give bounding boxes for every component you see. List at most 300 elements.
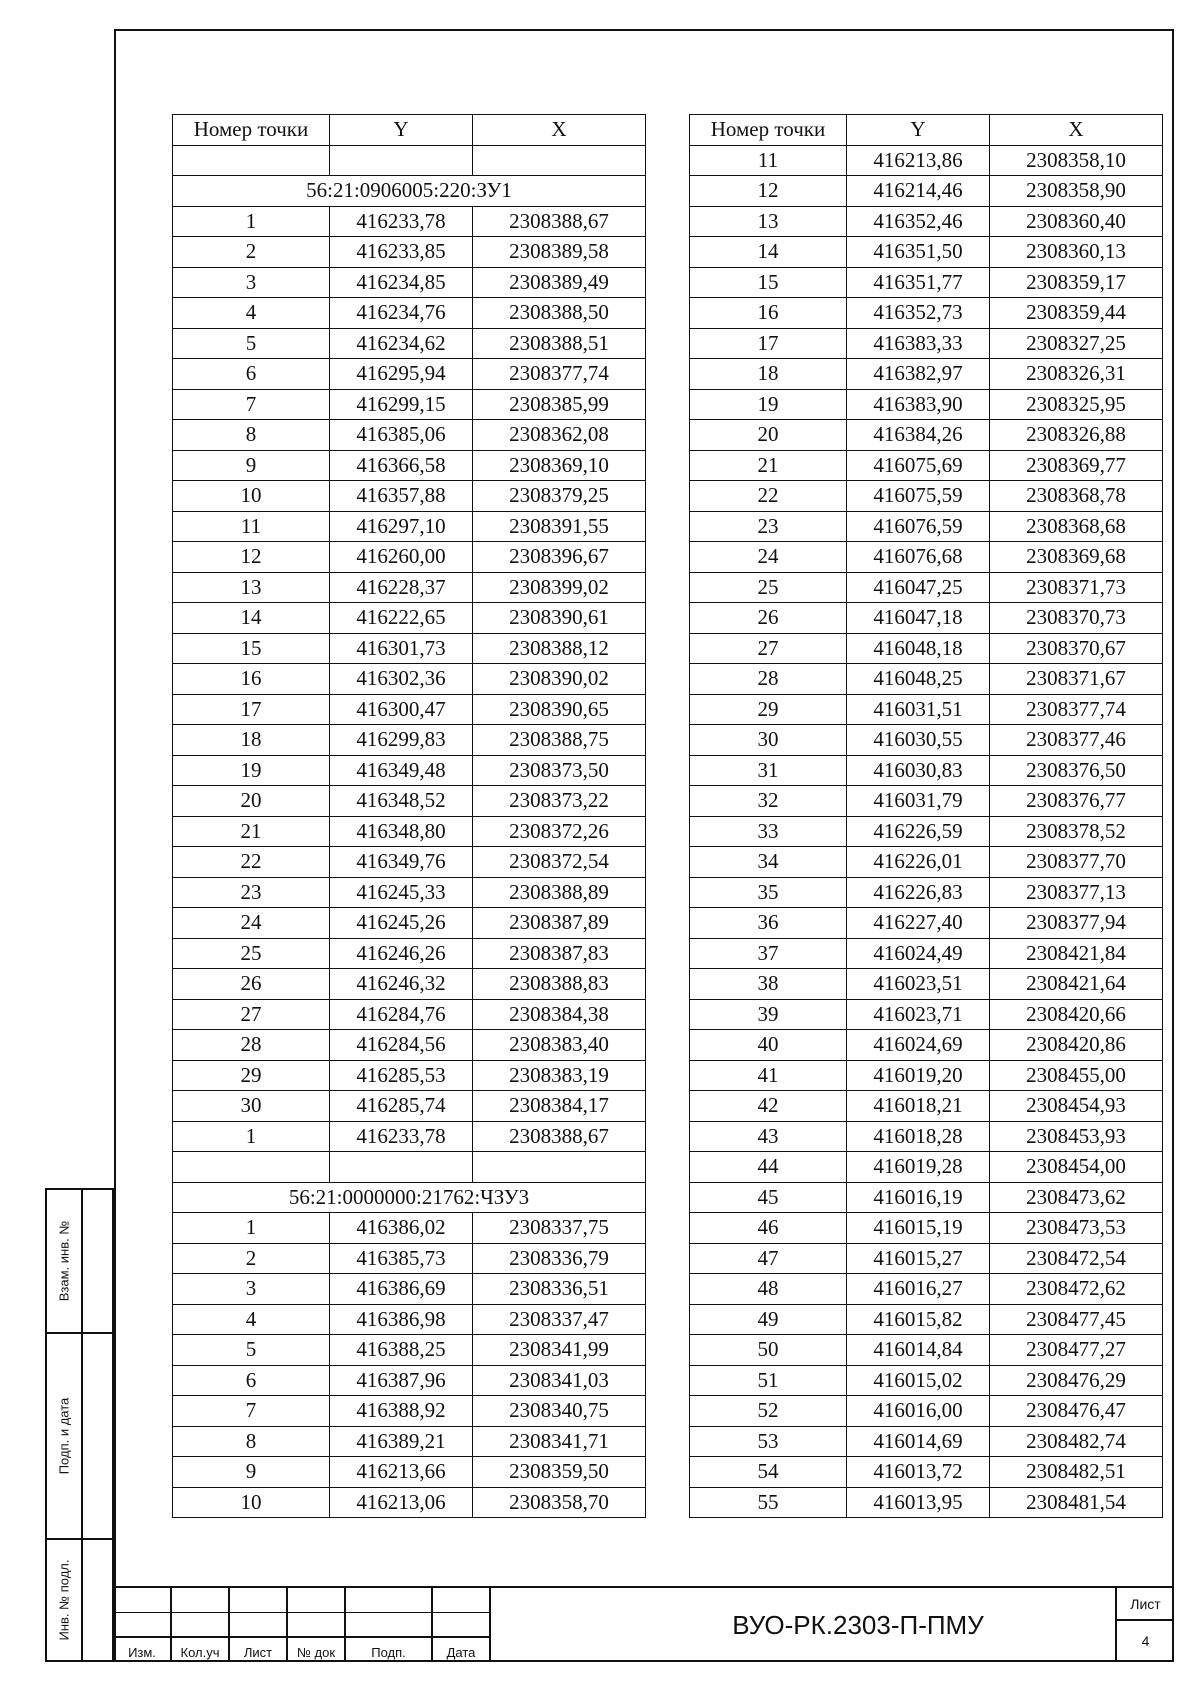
y-cell: 416388,25 [330,1335,473,1366]
y-cell: 416384,26 [847,420,990,451]
x-cell: 2308369,10 [473,450,646,481]
table-row [690,633,1163,664]
y-cell: 416076,59 [847,511,990,542]
x-cell: 2308454,00 [990,1152,1163,1183]
table-row [173,1365,646,1396]
point-number-cell: 18 [173,725,330,756]
title-block [114,1586,1174,1662]
x-cell: 2308455,00 [990,1060,1163,1091]
x-cell: 2308336,51 [473,1274,646,1305]
point-number-cell: 3 [173,1274,330,1305]
point-number-cell: 50 [690,1335,847,1366]
y-cell: 416213,86 [847,145,990,176]
header-point-number: Номер точки [690,115,847,146]
sheet-box [1115,1588,1174,1662]
y-cell: 416246,32 [330,969,473,1000]
table-row [173,725,646,756]
point-number-cell: 3 [173,267,330,298]
table-header-row [173,115,646,146]
x-cell: 2308482,51 [990,1457,1163,1488]
side-cell-original-inv [47,1540,112,1660]
point-number-cell: 8 [173,1426,330,1457]
y-cell: 416357,88 [330,481,473,512]
x-cell: 2308379,25 [473,481,646,512]
table-row [690,1274,1163,1305]
y-cell: 416016,00 [847,1396,990,1427]
table-row [173,755,646,786]
point-number-cell: 2 [173,237,330,268]
x-cell: 2308326,31 [990,359,1163,390]
point-number-cell: 1 [173,1121,330,1152]
table-row [690,1487,1163,1518]
table-row [690,816,1163,847]
table-row [690,511,1163,542]
point-number-cell: 12 [690,176,847,207]
point-number-cell: 38 [690,969,847,1000]
table-row [690,1213,1163,1244]
table-row [690,1121,1163,1152]
point-number-cell: 22 [690,481,847,512]
tb-header-doc-number: № док [296,1645,336,1660]
table-row [173,1487,646,1518]
y-cell: 416382,97 [847,359,990,390]
x-cell: 2308377,94 [990,908,1163,939]
table-row [173,237,646,268]
point-number-cell: 17 [690,328,847,359]
point-number-cell: 18 [690,359,847,390]
x-cell: 2308377,13 [990,877,1163,908]
y-cell: 416299,15 [330,389,473,420]
x-cell: 2308387,89 [473,908,646,939]
point-number-cell: 28 [173,1030,330,1061]
table-row [173,1243,646,1274]
x-cell: 2308391,55 [473,511,646,542]
table-row [173,1060,646,1091]
table-row [690,877,1163,908]
y-cell: 416048,18 [847,633,990,664]
x-cell: 2308341,03 [473,1365,646,1396]
point-number-cell: 29 [690,694,847,725]
table-row [173,511,646,542]
y-cell: 416015,19 [847,1213,990,1244]
x-cell: 2308368,78 [990,481,1163,512]
x-cell: 2308327,25 [990,328,1163,359]
table-row [690,481,1163,512]
point-number-cell: 54 [690,1457,847,1488]
x-cell: 2308384,17 [473,1091,646,1122]
y-cell: 416226,59 [847,816,990,847]
point-number-cell: 4 [173,298,330,329]
table-row [173,938,646,969]
y-cell: 416234,85 [330,267,473,298]
x-cell: 2308336,79 [473,1243,646,1274]
x-cell: 2308390,61 [473,603,646,634]
y-cell: 416024,69 [847,1030,990,1061]
x-cell: 2308372,54 [473,847,646,878]
y-cell: 416246,26 [330,938,473,969]
point-number-cell: 5 [173,328,330,359]
x-cell: 2308389,49 [473,267,646,298]
y-cell: 416214,46 [847,176,990,207]
sheet-number: 4 [1141,1632,1150,1649]
table-row [173,694,646,725]
blank-cell [173,145,330,176]
table-row [690,1030,1163,1061]
point-number-cell: 20 [690,420,847,451]
point-number-cell: 23 [173,877,330,908]
x-cell: 2308376,50 [990,755,1163,786]
y-cell: 416075,59 [847,481,990,512]
table-row [690,267,1163,298]
y-cell: 416213,06 [330,1487,473,1518]
x-cell: 2308482,74 [990,1426,1163,1457]
x-cell: 2308370,67 [990,633,1163,664]
point-number-cell: 4 [173,1304,330,1335]
y-cell: 416047,18 [847,603,990,634]
y-cell: 416015,02 [847,1365,990,1396]
point-number-cell: 39 [690,999,847,1030]
x-cell: 2308388,67 [473,206,646,237]
table-row [690,938,1163,969]
y-cell: 416015,27 [847,1243,990,1274]
x-cell: 2308370,73 [990,603,1163,634]
x-cell: 2308473,53 [990,1213,1163,1244]
y-cell: 416351,77 [847,267,990,298]
y-cell: 416295,94 [330,359,473,390]
point-number-cell: 15 [690,267,847,298]
point-number-cell: 10 [173,1487,330,1518]
y-cell: 416013,72 [847,1457,990,1488]
point-number-cell: 30 [690,725,847,756]
table-row [173,664,646,695]
side-label: Взам. инв. № [56,1220,72,1302]
y-cell: 416226,01 [847,847,990,878]
y-cell: 416016,19 [847,1182,990,1213]
side-stamp [45,1188,114,1662]
x-cell: 2308454,93 [990,1091,1163,1122]
x-cell: 2308373,50 [473,755,646,786]
y-cell: 416285,53 [330,1060,473,1091]
point-number-cell: 43 [690,1121,847,1152]
x-cell: 2308372,26 [473,816,646,847]
point-number-cell: 26 [690,603,847,634]
y-cell: 416024,49 [847,938,990,969]
table-row [690,999,1163,1030]
point-number-cell: 14 [173,603,330,634]
x-cell: 2308383,19 [473,1060,646,1091]
side-cell-replacement-inv [47,1190,112,1334]
y-cell: 416300,47 [330,694,473,725]
point-number-cell: 16 [690,298,847,329]
table-row [690,1243,1163,1274]
table-row [690,908,1163,939]
table-row [690,328,1163,359]
table-row [173,969,646,1000]
blank-cell [473,1152,646,1183]
table-row [173,298,646,329]
x-cell: 2308420,86 [990,1030,1163,1061]
table-row [173,267,646,298]
y-cell: 416023,71 [847,999,990,1030]
x-cell: 2308377,74 [473,359,646,390]
point-number-cell: 49 [690,1304,847,1335]
table-row [690,1091,1163,1122]
table-row [173,572,646,603]
x-cell: 2308388,51 [473,328,646,359]
y-cell: 416352,46 [847,206,990,237]
x-cell: 2308477,45 [990,1304,1163,1335]
point-number-cell: 1 [173,1213,330,1244]
y-cell: 416383,90 [847,389,990,420]
table-row [173,206,646,237]
y-cell: 416030,55 [847,725,990,756]
sheet-label: Лист [1117,1588,1174,1621]
table-row [173,1426,646,1457]
coordinates-table-left [172,114,646,1518]
table-row [173,847,646,878]
point-number-cell: 42 [690,1091,847,1122]
table-row [690,786,1163,817]
x-cell: 2308358,70 [473,1487,646,1518]
x-cell: 2308326,88 [990,420,1163,451]
y-cell: 416031,51 [847,694,990,725]
blank-cell [330,1152,473,1183]
y-cell: 416233,78 [330,1121,473,1152]
y-cell: 416348,80 [330,816,473,847]
tb-header-sheet: Лист [243,1645,273,1660]
table-row [690,847,1163,878]
x-cell: 2308360,13 [990,237,1163,268]
x-cell: 2308388,83 [473,969,646,1000]
point-number-cell: 21 [690,450,847,481]
y-cell: 416213,66 [330,1457,473,1488]
y-cell: 416031,79 [847,786,990,817]
table-row [173,603,646,634]
table-row [173,786,646,817]
y-cell: 416228,37 [330,572,473,603]
y-cell: 416352,73 [847,298,990,329]
x-cell: 2308390,65 [473,694,646,725]
table-row [690,755,1163,786]
blank-row [173,145,646,176]
point-number-cell: 41 [690,1060,847,1091]
table-row [690,145,1163,176]
table-row [173,542,646,573]
point-number-cell: 47 [690,1243,847,1274]
point-number-cell: 6 [173,1365,330,1396]
point-number-cell: 19 [173,755,330,786]
table-row [690,542,1163,573]
point-number-cell: 9 [173,1457,330,1488]
tb-header-signature: Подп. [371,1645,406,1660]
header-y: Y [847,115,990,146]
point-number-cell: 25 [690,572,847,603]
header-y: Y [330,115,473,146]
table-header-row [690,115,1163,146]
point-number-cell: 16 [173,664,330,695]
table-row [690,725,1163,756]
y-cell: 416013,95 [847,1487,990,1518]
y-cell: 416385,06 [330,420,473,451]
table-row [690,1457,1163,1488]
table-row [690,603,1163,634]
y-cell: 416388,92 [330,1396,473,1427]
table-row [173,420,646,451]
point-number-cell: 44 [690,1152,847,1183]
table-row [690,1060,1163,1091]
x-cell: 2308359,17 [990,267,1163,298]
x-cell: 2308399,02 [473,572,646,603]
header-point-number: Номер точки [173,115,330,146]
y-cell: 416386,02 [330,1213,473,1244]
y-cell: 416302,36 [330,664,473,695]
y-cell: 416233,85 [330,237,473,268]
table-row [690,237,1163,268]
x-cell: 2308371,73 [990,572,1163,603]
x-cell: 2308358,10 [990,145,1163,176]
table-row [173,1457,646,1488]
point-number-cell: 37 [690,938,847,969]
y-cell: 416349,76 [330,847,473,878]
point-number-cell: 14 [690,237,847,268]
point-number-cell: 27 [690,633,847,664]
table-row [690,1182,1163,1213]
header-x: X [473,115,646,146]
point-number-cell: 25 [173,938,330,969]
table-row [173,877,646,908]
y-cell: 416234,76 [330,298,473,329]
y-cell: 416297,10 [330,511,473,542]
x-cell: 2308453,93 [990,1121,1163,1152]
point-number-cell: 20 [173,786,330,817]
point-number-cell: 45 [690,1182,847,1213]
x-cell: 2308384,38 [473,999,646,1030]
table-row [173,481,646,512]
x-cell: 2308388,75 [473,725,646,756]
x-cell: 2308371,67 [990,664,1163,695]
point-number-cell: 2 [173,1243,330,1274]
point-number-cell: 30 [173,1091,330,1122]
point-number-cell: 5 [173,1335,330,1366]
table-row [173,1091,646,1122]
point-number-cell: 23 [690,511,847,542]
point-number-cell: 48 [690,1274,847,1305]
y-cell: 416075,69 [847,450,990,481]
y-cell: 416383,33 [847,328,990,359]
y-cell: 416016,27 [847,1274,990,1305]
x-cell: 2308388,50 [473,298,646,329]
y-cell: 416233,78 [330,206,473,237]
point-number-cell: 7 [173,389,330,420]
y-cell: 416386,69 [330,1274,473,1305]
point-number-cell: 24 [173,908,330,939]
tb-header-change: Изм. [128,1645,156,1660]
y-cell: 416351,50 [847,237,990,268]
x-cell: 2308421,84 [990,938,1163,969]
side-cell-signature-date [47,1334,112,1540]
x-cell: 2308396,67 [473,542,646,573]
y-cell: 416245,26 [330,908,473,939]
point-number-cell: 40 [690,1030,847,1061]
table-row [173,359,646,390]
point-number-cell: 35 [690,877,847,908]
table-row [690,1152,1163,1183]
table-row [173,633,646,664]
y-cell: 416018,28 [847,1121,990,1152]
point-number-cell: 11 [173,511,330,542]
point-number-cell: 34 [690,847,847,878]
x-cell: 2308420,66 [990,999,1163,1030]
x-cell: 2308341,71 [473,1426,646,1457]
y-cell: 416366,58 [330,450,473,481]
point-number-cell: 13 [173,572,330,603]
blank-cell [173,1152,330,1183]
table-row [173,1335,646,1366]
table-row [690,1335,1163,1366]
table-row [173,1396,646,1427]
point-number-cell: 51 [690,1365,847,1396]
y-cell: 416023,51 [847,969,990,1000]
table-row [690,664,1163,695]
x-cell: 2308378,52 [990,816,1163,847]
x-cell: 2308390,02 [473,664,646,695]
point-number-cell: 11 [690,145,847,176]
table-row [690,572,1163,603]
y-cell: 416349,48 [330,755,473,786]
table-row [173,389,646,420]
x-cell: 2308388,89 [473,877,646,908]
x-cell: 2308481,54 [990,1487,1163,1518]
table-row [173,908,646,939]
table-row [690,206,1163,237]
x-cell: 2308472,62 [990,1274,1163,1305]
table-row [690,1304,1163,1335]
table-row [690,359,1163,390]
y-cell: 416019,28 [847,1152,990,1183]
point-number-cell: 27 [173,999,330,1030]
point-number-cell: 10 [173,481,330,512]
point-number-cell: 17 [173,694,330,725]
x-cell: 2308477,27 [990,1335,1163,1366]
table-row [690,1396,1163,1427]
point-number-cell: 6 [173,359,330,390]
x-cell: 2308325,95 [990,389,1163,420]
table-row [690,1426,1163,1457]
y-cell: 416285,74 [330,1091,473,1122]
y-cell: 416015,82 [847,1304,990,1335]
x-cell: 2308359,44 [990,298,1163,329]
y-cell: 416018,21 [847,1091,990,1122]
x-cell: 2308387,83 [473,938,646,969]
y-cell: 416284,76 [330,999,473,1030]
table-row [173,1213,646,1244]
x-cell: 2308369,68 [990,542,1163,573]
revision-grid [114,1588,491,1664]
document-code: ВУО-РК.2303-П-ПМУ [732,1609,984,1640]
table-row [690,694,1163,725]
table-row [690,1365,1163,1396]
y-cell: 416389,21 [330,1426,473,1457]
point-number-cell: 26 [173,969,330,1000]
tb-header-date: Дата [446,1645,476,1660]
y-cell: 416226,83 [847,877,990,908]
table-row [173,328,646,359]
y-cell: 416386,98 [330,1304,473,1335]
section-label: 56:21:0906005:220:ЗУ1 [173,176,646,207]
point-number-cell: 22 [173,847,330,878]
x-cell: 2308385,99 [473,389,646,420]
y-cell: 416014,69 [847,1426,990,1457]
